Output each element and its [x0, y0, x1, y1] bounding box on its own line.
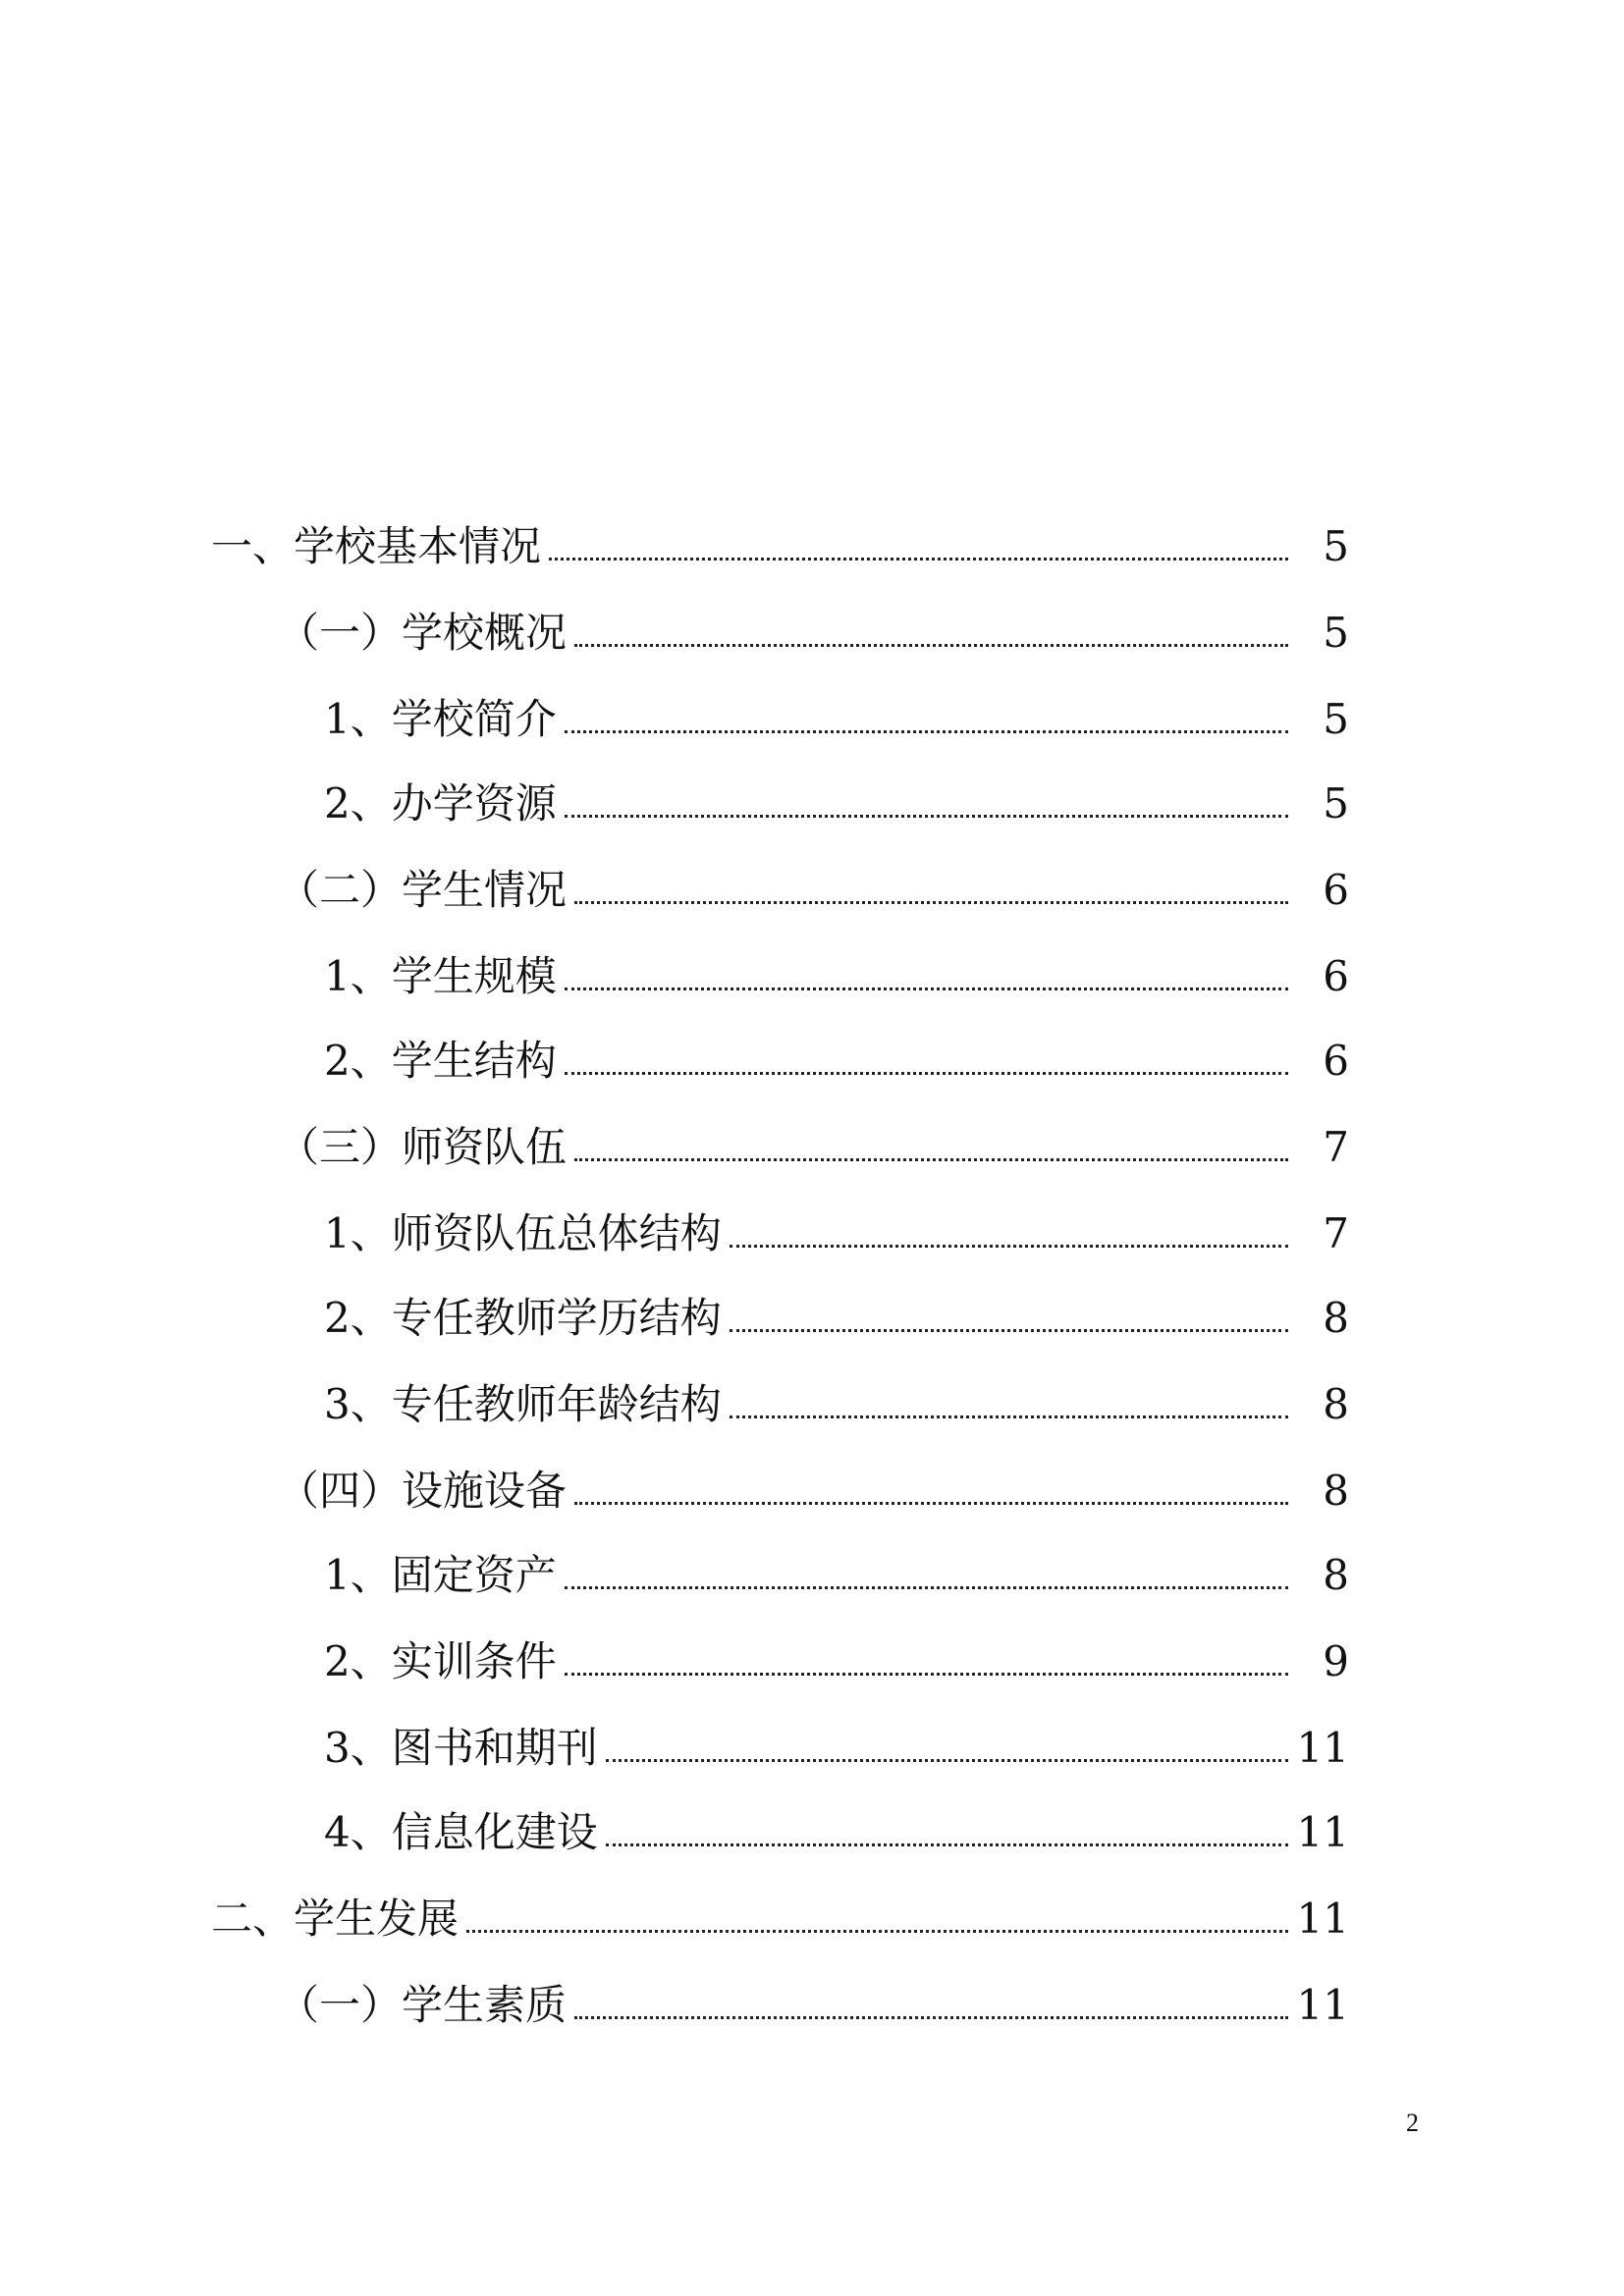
toc-leader-dots — [574, 901, 1288, 904]
toc-leader-dots — [466, 1930, 1288, 1933]
toc-leader-dots — [574, 2016, 1288, 2019]
toc-entry[interactable] — [0, 1518, 1349, 1599]
toc-entry[interactable] — [0, 1604, 1349, 1685]
toc-entry-label: 2、办学资源 — [324, 779, 557, 828]
toc-leader-dots — [730, 1245, 1288, 1248]
toc-leader-dots — [549, 558, 1288, 561]
toc-entry-page: 11 — [1296, 1808, 1349, 1856]
toc-entry[interactable] — [0, 1090, 1349, 1171]
toc-entry-page: 5 — [1323, 779, 1349, 828]
toc-entry-page: 7 — [1323, 1123, 1349, 1171]
toc-entry[interactable] — [0, 662, 1349, 743]
toc-leader-dots — [565, 730, 1288, 733]
toc-entry-page: 5 — [1323, 522, 1349, 570]
toc-leader-dots — [565, 1586, 1288, 1589]
toc-entry-page: 11 — [1296, 1724, 1349, 1772]
toc-entry-label: （一）学生素质 — [278, 1981, 568, 2029]
toc-entry[interactable] — [0, 575, 1349, 657]
toc-entry-label: （三）师资队伍 — [278, 1123, 568, 1171]
toc-entry[interactable] — [0, 1433, 1349, 1515]
toc-entry-label: （一）学校概况 — [278, 609, 568, 657]
toc-leader-dots — [565, 1072, 1288, 1075]
toc-entry[interactable] — [0, 919, 1349, 1000]
toc-leader-dots — [565, 815, 1288, 818]
toc-entry-page: 7 — [1323, 1209, 1349, 1257]
toc-leader-dots — [565, 1673, 1288, 1676]
toc-entry-page: 5 — [1323, 609, 1349, 657]
toc-leader-dots — [730, 1415, 1288, 1418]
toc-entry[interactable] — [0, 489, 1349, 570]
toc-entry-label: 1、师资队伍总体结构 — [324, 1209, 722, 1257]
toc-leader-dots — [574, 1158, 1288, 1161]
toc-entry[interactable] — [0, 746, 1349, 828]
toc-entry-label: 4、信息化建设 — [324, 1808, 598, 1856]
toc-leader-dots — [574, 1502, 1288, 1505]
toc-entry-label: （四）设施设备 — [278, 1467, 568, 1515]
toc-entry[interactable] — [0, 1775, 1349, 1856]
toc-entry[interactable] — [0, 1690, 1349, 1772]
toc-leader-dots — [606, 1759, 1288, 1762]
toc-entry-label: 2、学生结构 — [324, 1037, 557, 1085]
toc-entry[interactable] — [0, 1861, 1349, 1943]
toc-entry-page: 8 — [1323, 1294, 1349, 1342]
toc-entry-label: 二、学生发展 — [211, 1895, 460, 1943]
toc-entry[interactable] — [0, 1260, 1349, 1342]
page-number: 2 — [1406, 2109, 1419, 2137]
toc-leader-dots — [606, 1843, 1288, 1846]
toc-entry-label: 2、专任教师学历结构 — [324, 1294, 722, 1342]
toc-entry[interactable] — [0, 1347, 1349, 1428]
toc-leader-dots — [730, 1329, 1288, 1332]
toc-entry-label: 3、图书和期刊 — [324, 1724, 598, 1772]
toc-entry[interactable] — [0, 832, 1349, 914]
toc-entry-page: 6 — [1323, 866, 1349, 914]
toc-entry[interactable] — [0, 1176, 1349, 1255]
toc-entry-label: （二）学生情况 — [278, 866, 568, 914]
toc-entry-page: 8 — [1323, 1380, 1349, 1428]
toc-entry-label: 3、专任教师年龄结构 — [324, 1380, 722, 1428]
toc-entry-page: 8 — [1323, 1467, 1349, 1515]
toc-entry-page: 5 — [1323, 695, 1349, 743]
toc-entry-page: 9 — [1323, 1637, 1349, 1685]
toc-entry-page: 11 — [1296, 1981, 1349, 2029]
toc-entry-label: 1、学校简介 — [324, 695, 557, 743]
toc-entry-page: 6 — [1323, 1037, 1349, 1085]
toc-entry-label: 一、学校基本情况 — [211, 522, 542, 570]
toc-entry[interactable] — [0, 1003, 1349, 1085]
toc-entry[interactable] — [0, 1948, 1349, 2029]
toc-leader-dots — [574, 644, 1288, 647]
toc-entry-label: 1、固定资产 — [324, 1551, 557, 1599]
toc-entry-label: 2、实训条件 — [324, 1637, 557, 1685]
toc-entry-label: 1、学生规模 — [324, 952, 557, 1000]
toc-leader-dots — [565, 988, 1288, 990]
toc-entry-page: 6 — [1323, 952, 1349, 1000]
toc-entry-page: 8 — [1323, 1551, 1349, 1599]
toc-entry-page: 11 — [1296, 1895, 1349, 1943]
